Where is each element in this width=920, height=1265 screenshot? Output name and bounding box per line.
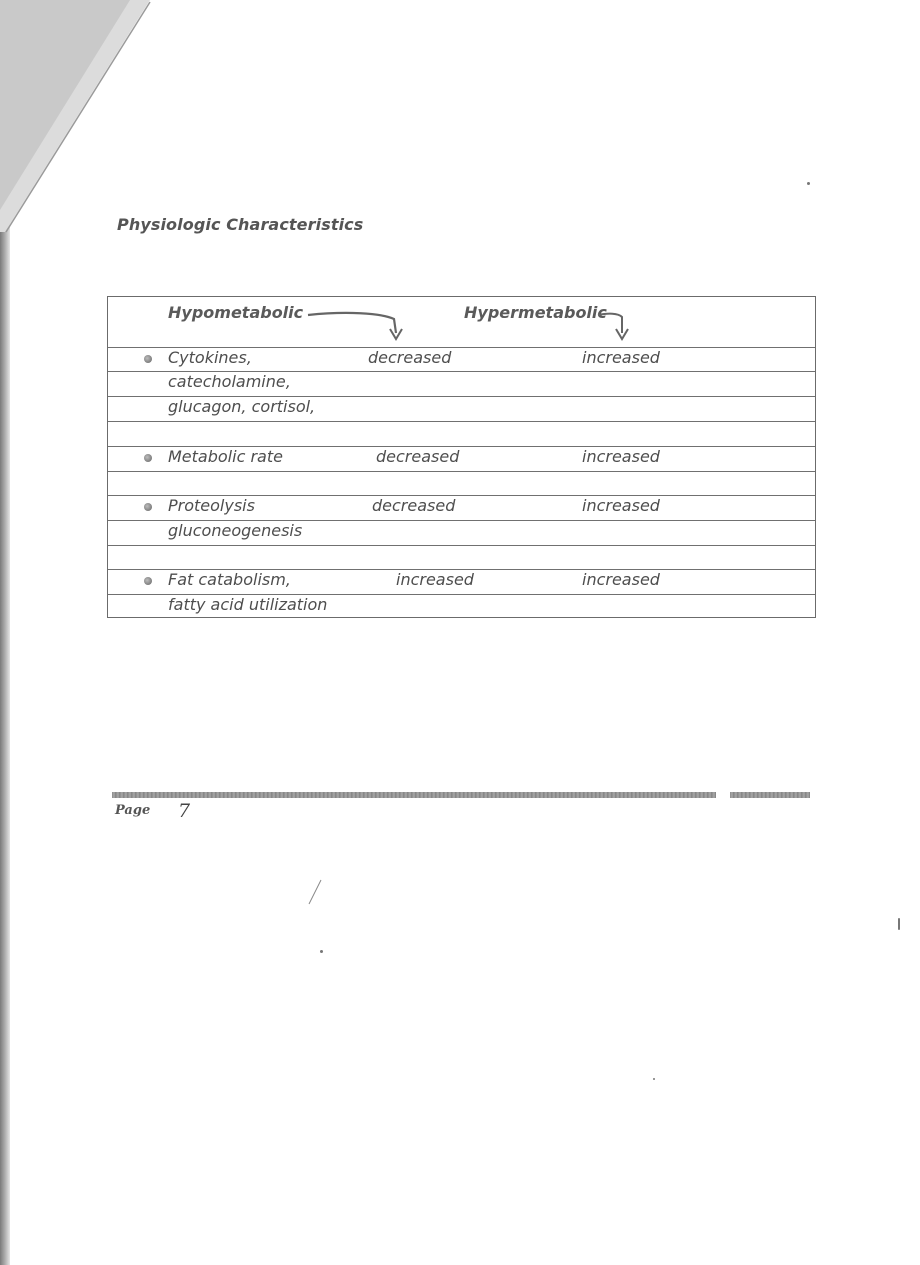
footer-rule	[112, 792, 716, 798]
scan-speck	[320, 950, 323, 953]
table-row	[108, 446, 815, 470]
row-divider	[108, 471, 815, 472]
row-label: fatty acid utilization	[168, 595, 328, 614]
scan-stray-mark	[305, 878, 325, 908]
header-hypermetabolic: Hypermetabolic	[464, 303, 607, 322]
hypometabolic-value: increased	[396, 570, 474, 589]
table-row	[108, 471, 815, 495]
row-divider	[108, 446, 815, 447]
hypermetabolic-value: increased	[582, 348, 660, 367]
row-label: Metabolic rate	[168, 447, 283, 466]
row-label: gluconeogenesis	[168, 521, 303, 540]
hypometabolic-value: decreased	[372, 496, 456, 515]
row-label: glucagon, cortisol,	[168, 397, 316, 416]
row-label: Fat catabolism,	[168, 570, 291, 589]
scan-speck	[807, 182, 810, 185]
hypometabolic-value: decreased	[376, 447, 460, 466]
footer-rule-segment	[730, 792, 810, 798]
curved-arrow-down-icon	[306, 305, 406, 345]
scan-speck	[898, 918, 900, 930]
table-row	[108, 520, 815, 544]
curved-arrow-down-icon	[596, 305, 636, 345]
section-heading: Physiologic Characteristics	[117, 215, 364, 234]
hypermetabolic-value: increased	[582, 496, 660, 515]
bullet-icon	[144, 355, 152, 363]
bullet-icon	[144, 503, 152, 511]
characteristics-table	[107, 296, 816, 618]
hypometabolic-value: decreased	[368, 348, 452, 367]
folded-corner-artifact	[0, 0, 170, 240]
table-row	[108, 569, 815, 593]
scan-speck	[653, 1078, 655, 1080]
row-divider	[108, 545, 815, 546]
row-divider	[108, 396, 815, 397]
row-divider	[108, 347, 815, 348]
page-number: 7	[178, 800, 191, 822]
bullet-icon	[144, 454, 152, 462]
page-label: Page	[115, 803, 151, 818]
hypermetabolic-value: increased	[582, 447, 660, 466]
row-label: Cytokines,	[168, 348, 252, 367]
row-label: Proteolysis	[168, 496, 255, 515]
hypermetabolic-value: increased	[582, 570, 660, 589]
row-divider	[108, 520, 815, 521]
table-row	[108, 545, 815, 569]
table-row	[108, 396, 815, 420]
table-row	[108, 594, 815, 618]
row-divider	[108, 594, 815, 595]
table-row	[108, 495, 815, 519]
row-divider	[108, 421, 815, 422]
row-divider	[108, 569, 815, 570]
row-divider	[108, 495, 815, 496]
table-row	[108, 371, 815, 395]
table-row	[108, 421, 815, 445]
row-divider	[108, 371, 815, 372]
row-label: catecholamine,	[168, 372, 291, 391]
header-hypometabolic: Hypometabolic	[168, 303, 304, 322]
bullet-icon	[144, 577, 152, 585]
table-row	[108, 347, 815, 371]
